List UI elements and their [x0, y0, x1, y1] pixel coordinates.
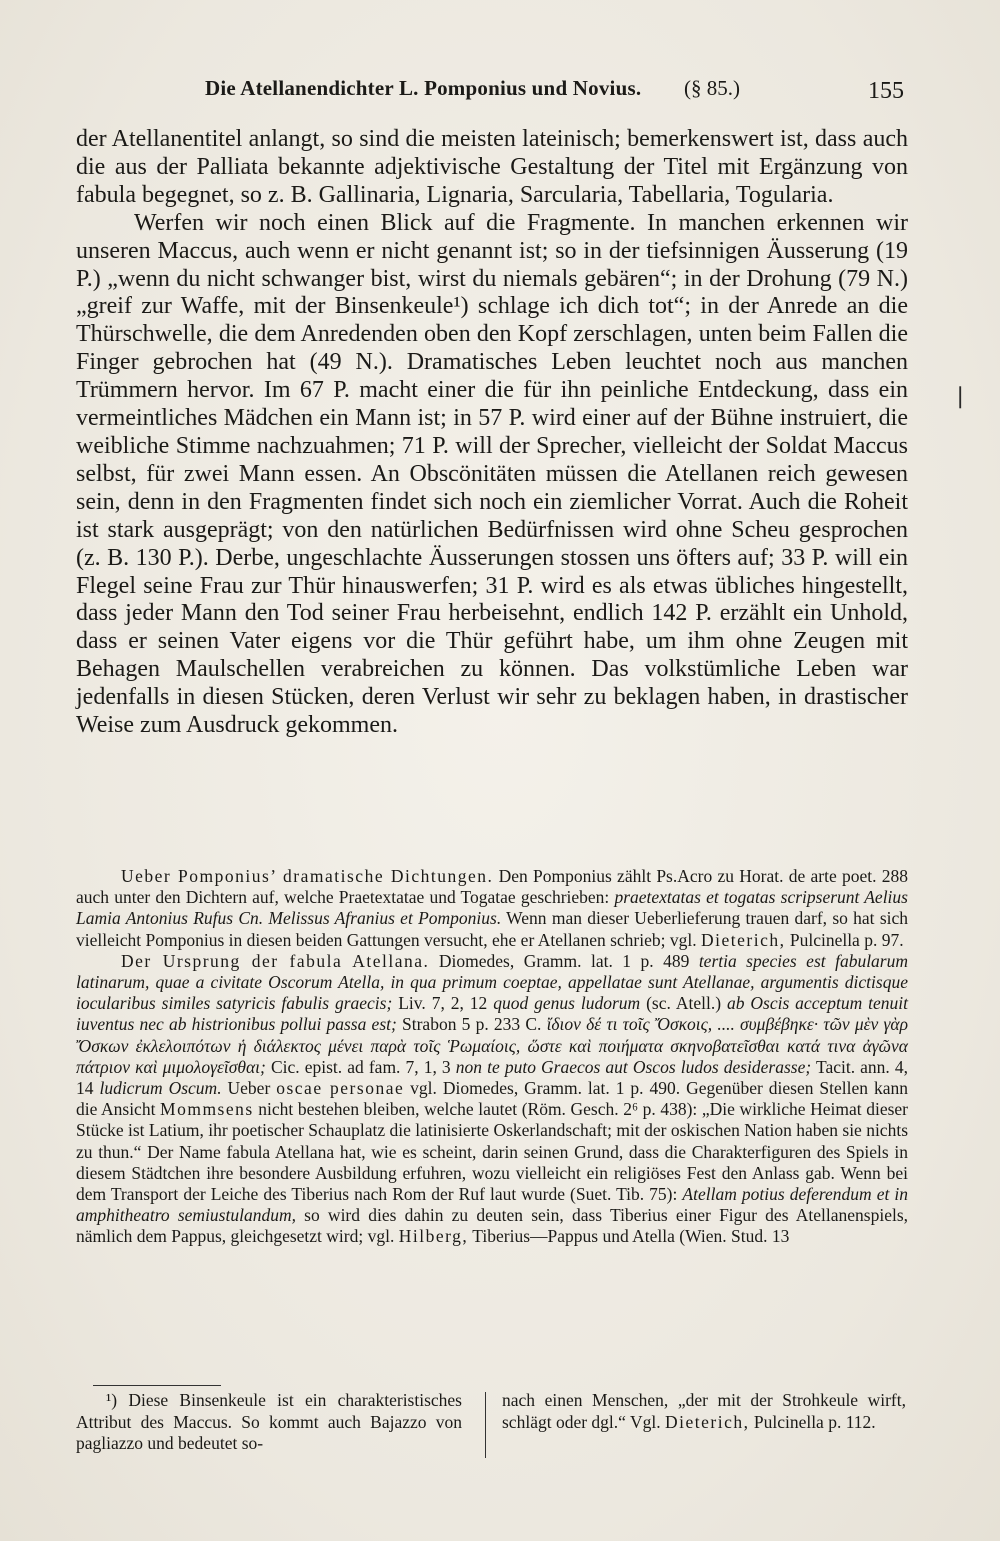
note-pomponius — [76, 866, 908, 951]
running-title: Die Atellanendichter L. Pomponius und Novius. — [205, 76, 642, 100]
footnote-left-column — [76, 1390, 462, 1455]
notes-section — [76, 866, 908, 1248]
note-text: Pulcinella p. 97. — [785, 929, 904, 950]
note-quote: non te puto Graecos aut Oscos ludos desiderasse; — [455, 1056, 812, 1077]
footnote-text — [502, 1390, 906, 1433]
note-heading: Der Ursprung der fabula Atellana. — [121, 950, 430, 971]
main-text — [76, 126, 908, 740]
note-text: Cic. epist. ad fam. 7, 1, 3 — [265, 1056, 456, 1077]
footnote-right-column — [502, 1390, 906, 1433]
note-quote: tertia species est fabularum latinarum, quae a civitate Oscorum Atella, in qua primum coeptae, appellatae sunt Atellanae, argumentis dictisque iocularibus similes satyricis fabulis graecis; — [76, 950, 909, 1014]
note-quote: ludicrum Oscum. — [99, 1078, 222, 1099]
note-text: Tiberius—Pappus und Atella (Wien. Stud. 13 — [468, 1226, 790, 1247]
note-text: Ueber — [221, 1078, 277, 1099]
footnote-text-part: nach einen Menschen, „der mit der Strohkeule wirft, schlägt oder dgl.“ Vgl. — [502, 1390, 906, 1432]
section-reference: (§ 85.) — [684, 76, 740, 100]
note-text: Strabon 5 p. 233 C. — [396, 1014, 547, 1035]
footnote-text-part: Pulcinella p. 112. — [749, 1411, 876, 1432]
page-number: 155 — [868, 78, 904, 104]
note-author: Dieterich, — [700, 929, 786, 950]
note-author: Hilberg, — [398, 1226, 469, 1247]
note-quote: praetextatas et togatas scripserunt Aelius Lamia Antonius Rufus Cn. Melissus Afranius et Pomponius. — [76, 887, 908, 929]
note-term: oscae personae — [276, 1078, 405, 1099]
note-quote: quod genus ludorum — [493, 993, 641, 1014]
paragraph: der Atellanentitel anlangt, so sind die meisten lateinisch; bemerkenswert ist, dass auch die aus der Palliata bekannte adjektivische Gestaltung der Titel mit Ergänzung von fabula begegnet, so z. B. Gallinaria, Lignaria, Sarcularia, Tabellaria, Togularia. — [76, 126, 908, 208]
note-quote: ab Oscis acceptum tenuit iuventus nec ab histrionibus pollui passa est; — [76, 993, 909, 1035]
margin-mark-icon: ❘ — [951, 384, 970, 409]
footnote-column-divider — [485, 1392, 486, 1458]
note-text: nicht bestehen bleiben, welche lautet (Röm. Gesch. 2⁶ p. 438): „Die wirkliche Heimat dieser Stücke ist Latium, ihr poetischer Schauplatz die latinisierte Oskerlandschaft; mit der oskischen Nation haben sie nichts zu thun.“ Der Name fabula Atellana hat, wie es scheint, darin seinen Grund, dass die Charakterfiguren des Spiels in diesem Städtchen ihre besondere Ausbildung erfuhren, wozu vielleicht ein religiöses Fest den Anlass gab. Wenn bei dem Transport der Leiche des Tiberius nach Rom der Ruf laut wurde (Suet. Tib. 75): — [76, 1099, 909, 1205]
note-text: vgl. Diomedes, Gramm. lat. 1 p. 490. Gegenüber diesen Stellen kann die Ansicht — [76, 1078, 908, 1120]
note-greek-quote: ἴδιον δέ τι τοῖς Ὄσκοις, .... συμβέβηκε· τῶν μὲν γὰρ Ὄσκων ἐκλελοιπότων ἡ διάλεκτος μένει παρὰ τοῖς Ῥωμαίοις, ὥστε καὶ ποιήματα σκηνοβατεῖσθαι κατά τινα ἀγῶνα πάτριον καὶ μιμολογεῖσθαι; — [76, 1014, 908, 1077]
note-text: Wenn man dieser Ueberlieferung trauen darf, so hat sich vielleicht Pomponius in diesen beiden Gattungen versucht, ehe er Atellanen schrieb; vgl. — [76, 908, 909, 950]
note-heading: Ueber Pomponius’ dramatische Dichtungen. — [121, 866, 494, 886]
note-text: Den Pomponius zählt Ps.Acro zu Horat. de arte poet. 288 auch unter den Dichtern auf, welche Praetextatae und Togatae geschrieben: — [76, 866, 908, 908]
footnote-text: ¹) Diese Binsenkeule ist ein charakteristisches Attribut des Maccus. So kommt auch Bajazzo von pagliazzo und bedeutet so- — [76, 1390, 462, 1453]
paragraph: Werfen wir noch einen Blick auf die Fragmente. In manchen erkennen wir unseren Maccus, auch wenn er nicht genannt ist; so in der tiefsinnigen Äusserung (19 P.) „wenn du nicht schwanger bist, wirst du niemals gebären“; in der Drohung (79 N.) „greif zur Waffe, mit der Binsenkeule¹) schlage ich dich tot“; in der Anrede an die Thürschwelle, die dem Anredenden oben den Kopf zerschlagen, unten beim Fallen die Finger gebrochen hat (49 N.). Dramatisches Leben leuchtet noch aus manchen Trümmern hervor. Im 67 P. macht einer die für ihn peinliche Entdeckung, dass ein vermeintliches Mädchen ein Mann ist; in 57 P. wird einer auf der Bühne instruiert, die weibliche Stimme nachzuahmen; 71 P. will der Sprecher, vielleicht der Soldat Maccus selbst, für zwei Mann essen. An Obscönitäten müssen die Atellanen reich gewesen sein, denn in den Fragmenten findet sich noch ein ziemlicher Vorrat. Auch die Roheit ist stark ausgeprägt; von den natürlichen Bedürfnissen wird ohne Scheu gesprochen (z. B. 130 P.). Derbe, ungeschlachte Äusserungen stossen uns öfters auf; 33 P. will ein Flegel seine Frau zur Thür hinauswerfen; 31 P. wird es als etwas übliches hingestellt, dass jeder Mann den Tod seiner Frau herbeisehnt, endlich 142 P. erzählt ein Unhold, dass er seinen Vater eigens vor die Thür geführt habe, um ihm ohne Zeugen mit Behagen Maulschellen verabreichen zu können. Das volkstümliche Leben war jedenfalls in diesen Stücken, deren Verlust wir sehr zu beklagen haben, in drastischer Weise zum Ausdruck gekommen. — [76, 209, 908, 739]
note-text: so wird dies dahin zu deuten sein, dass Tiberius einer Figur des Atellanenspiels, nämlich dem Pappus, gleichgesetzt wird; vgl. — [76, 1205, 909, 1247]
note-ursprung — [76, 951, 908, 1248]
note-text: (sc. Atell.) — [640, 993, 727, 1014]
footnote-rule — [93, 1385, 221, 1386]
note-text: Tacit. ann. 4, 14 — [76, 1056, 909, 1099]
note-quote: Atellam potius deferendum et in amphitheatro semiustulandum, — [76, 1184, 908, 1226]
note-text: Diomedes, Gramm. lat. 1 p. 489 — [429, 950, 699, 971]
page-header — [0, 74, 1000, 110]
note-text: Liv. 7, 2, 12 — [392, 993, 494, 1014]
note-author: Mommsens — [160, 1099, 254, 1120]
footnote-author: Dieterich, — [664, 1411, 750, 1432]
